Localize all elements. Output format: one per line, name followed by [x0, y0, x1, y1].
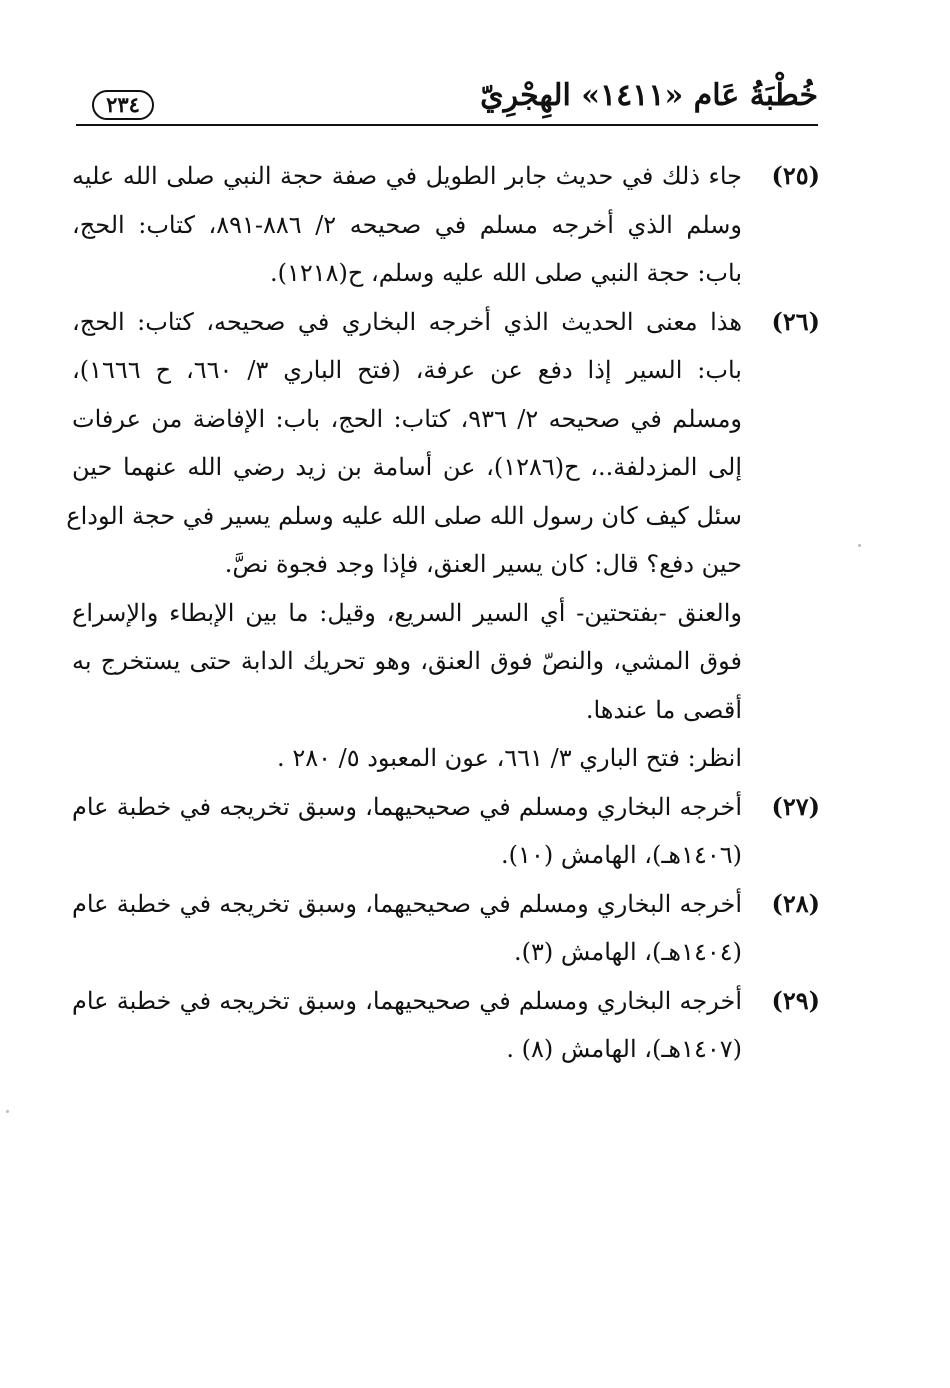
page-header — [78, 78, 818, 130]
footnote-line: أخرجه البخاري ومسلم في صحيحيهما، وسبق تخريجه في خطبة عام — [72, 889, 742, 918]
footnote-line: حين دفع؟ قال: كان يسير العنق، فإذا وجد فجوة نصَّ. — [224, 550, 742, 578]
footnote-number: (٢٨) — [771, 888, 820, 918]
footnote-line: إلى المزدلفة..، ح(١٢٨٦)، عن أسامة بن زيد رضي الله عنهما حين — [72, 453, 742, 481]
footnote-26 — [66, 298, 820, 783]
footnote-line: وسلم الذي أخرجه مسلم في صحيحه ٢/ ٨٨٦-٨٩١، كتاب: الحج، — [72, 210, 743, 239]
footnote-line: أقصى ما عندها. — [585, 695, 742, 724]
footnote-line: أخرجه البخاري ومسلم في صحيحيهما، وسبق تخريجه في خطبة عام — [72, 986, 742, 1015]
footnote-line: باب: السير إذا دفع عن عرفة، (فتح الباري ٣/ ٦٦٠، ح ١٦٦٦)، — [72, 356, 742, 384]
scan-speck — [6, 1110, 9, 1113]
footnote-line: أخرجه البخاري ومسلم في صحيحيهما، وسبق تخريجه في خطبة عام — [72, 792, 742, 821]
footnote-line: باب: حجة النبي صلى الله عليه وسلم، ح(١٢١٨). — [269, 259, 742, 287]
footnote-line: سئل كيف كان رسول الله صلى الله عليه وسلم يسير في حجة الوداع — [66, 501, 742, 530]
page-number-badge: ٢٣٤ — [92, 90, 154, 120]
footnote-number: (٢٥) — [771, 161, 820, 190]
footnote-line: (١٤٠٧هـ)، الهامش (٨) . — [506, 1035, 742, 1063]
footnote-line: انظر: فتح الباري ٣/ ٦٦١، عون المعبود ٥/ ٢٨٠ . — [277, 744, 742, 772]
footnote-number: (٢٧) — [771, 791, 820, 821]
footnote-line: فوق المشي، والنصّ فوق العنق، وهو تحريك الدابة حتى يستخرج به — [72, 647, 742, 675]
footnote-28 — [72, 880, 820, 977]
footnote-number: (٢٦) — [771, 306, 820, 336]
footnote-25 — [72, 152, 820, 298]
footnote-line: جاء ذلك في حديث جابر الطويل في صفة حجة النبي صلى الله عليه — [72, 162, 742, 190]
footnote-line: هذا معنى الحديث الذي أخرجه البخاري في صحيحه، كتاب: الحج، — [72, 307, 742, 336]
footnote-line: (١٤٠٦هـ)، الهامش (١٠). — [501, 841, 742, 869]
footnote-line: (١٤٠٤هـ)، الهامش (٣). — [513, 938, 742, 966]
header-rule — [76, 124, 818, 126]
footnote-27 — [72, 783, 820, 880]
footnote-29 — [72, 977, 820, 1074]
footnotes — [66, 152, 820, 1074]
footnote-line: ومسلم في صحيحه ٢/ ٩٣٦، كتاب: الحج، باب: الإفاضة من عرفات — [72, 404, 743, 433]
scan-speck — [858, 544, 861, 547]
running-title: خُطْبَةُ عَام «١٤١١» الهِجْرِيّ — [480, 78, 818, 113]
footnote-line: والعنق -بفتحتين- أي السير السريع، وقيل: ما بين الإبطاء والإسراع — [72, 598, 742, 627]
footnote-number: (٢٩) — [771, 985, 820, 1015]
